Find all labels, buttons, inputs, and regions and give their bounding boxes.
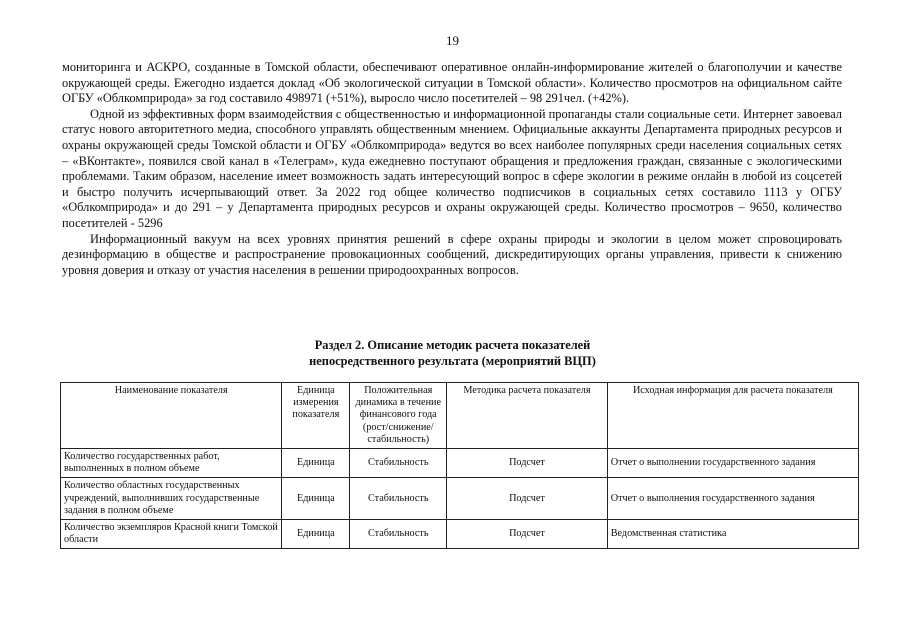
page-number: 19 <box>446 33 459 48</box>
section-title-line-2: непосредственного результата (мероприятий ВЦП) <box>309 354 596 368</box>
section-title-line-1: Раздел 2. Описание методик расчета показателей <box>314 338 591 352</box>
cell-name: Количество государственных работ, выполненных в полном объеме <box>61 449 282 478</box>
body-text <box>62 60 842 278</box>
cell-unit: Единица <box>282 520 350 549</box>
table-row <box>61 478 859 520</box>
cell-method: Подсчет <box>447 520 608 549</box>
header-unit: Единица измерения показателя <box>282 383 350 449</box>
paragraph-2: Одной из эффективных форм взаимодействия с общественностью и информационной пропаганды стали социальные сети. Интернет завоевал статус нового авторитетного медиа, способного управлять общественным мнением. Официальные аккаунты Департамента природных ресурсов и охраны окружающей среды Томской области и ОГБУ «Облкомприрода» ведутся во всех наиболее популярных среди населения социальных сетях – «ВКонтакте», появился свой канал в «Телеграм», куда ежедневно поступают обращения и предложения граждан, связанные с экологическими проблемами. Таким образом, население имеет возможность задать интересующий вопрос в сфере экологии в режиме онлайн в любой из соцсетей и быстро получить исчерпывающий ответ. За 2022 год общее количество подписчиков в социальных сетях составило 1113 у ОГБУ «Облкомприрода» и до 291 – у Департамента природных ресурсов и охраны окружающей среды. Количество просмотров – 9650, количество посетителей - 5296 <box>62 106 842 230</box>
cell-unit: Единица <box>282 478 350 520</box>
cell-source: Отчет о выполнения государственного задания <box>607 478 858 520</box>
header-source: Исходная информация для расчета показателя <box>607 383 858 449</box>
paragraph-1: мониторинга и АСКРО, созданные в Томской области, обеспечивают оперативное онлайн-информирование жителей о благополучии и качестве окружающей среды. Ежегодно издается доклад «Об экологической ситуации в Томской области». Количество просмотров на официальном сайте ОГБУ «Облкомприрода» за год составило 498971 (+51%), выросло число посетителей – 98 291чел. (+42%). <box>62 60 842 106</box>
cell-name: Количество экземпляров Красной книги Томской области <box>61 520 282 549</box>
cell-name: Количество областных государственных учреждений, выполнивших государственные задания в полном объеме <box>61 478 282 520</box>
cell-unit: Единица <box>282 449 350 478</box>
cell-dynamics: Стабильность <box>350 520 447 549</box>
cell-method: Подсчет <box>447 478 608 520</box>
indicators-table <box>60 382 859 549</box>
table-row <box>61 520 859 549</box>
header-indicator-name: Наименование показателя <box>61 383 282 449</box>
cell-source: Отчет о выполнении государственного задания <box>607 449 858 478</box>
cell-source: Ведомственная статистика <box>607 520 858 549</box>
header-dynamics: Положительная динамика в течение финансового года (рост/снижение/ стабильность) <box>350 383 447 449</box>
table-header-row <box>61 383 859 449</box>
cell-dynamics: Стабильность <box>350 449 447 478</box>
paragraph-3: Информационный вакуум на всех уровнях принятия решений в сфере охраны природы и экологии в целом может спровоцировать дезинформацию в обществе и распространение провокационных сообщений, дискредитирующих органы управления, привести к снижению уровня доверия и отказу от участия населения в решении природоохранных вопросов. <box>62 231 842 277</box>
header-method: Методика расчета показателя <box>447 383 608 449</box>
table-row <box>61 449 859 478</box>
cell-method: Подсчет <box>447 449 608 478</box>
section-title <box>0 337 905 369</box>
cell-dynamics: Стабильность <box>350 478 447 520</box>
